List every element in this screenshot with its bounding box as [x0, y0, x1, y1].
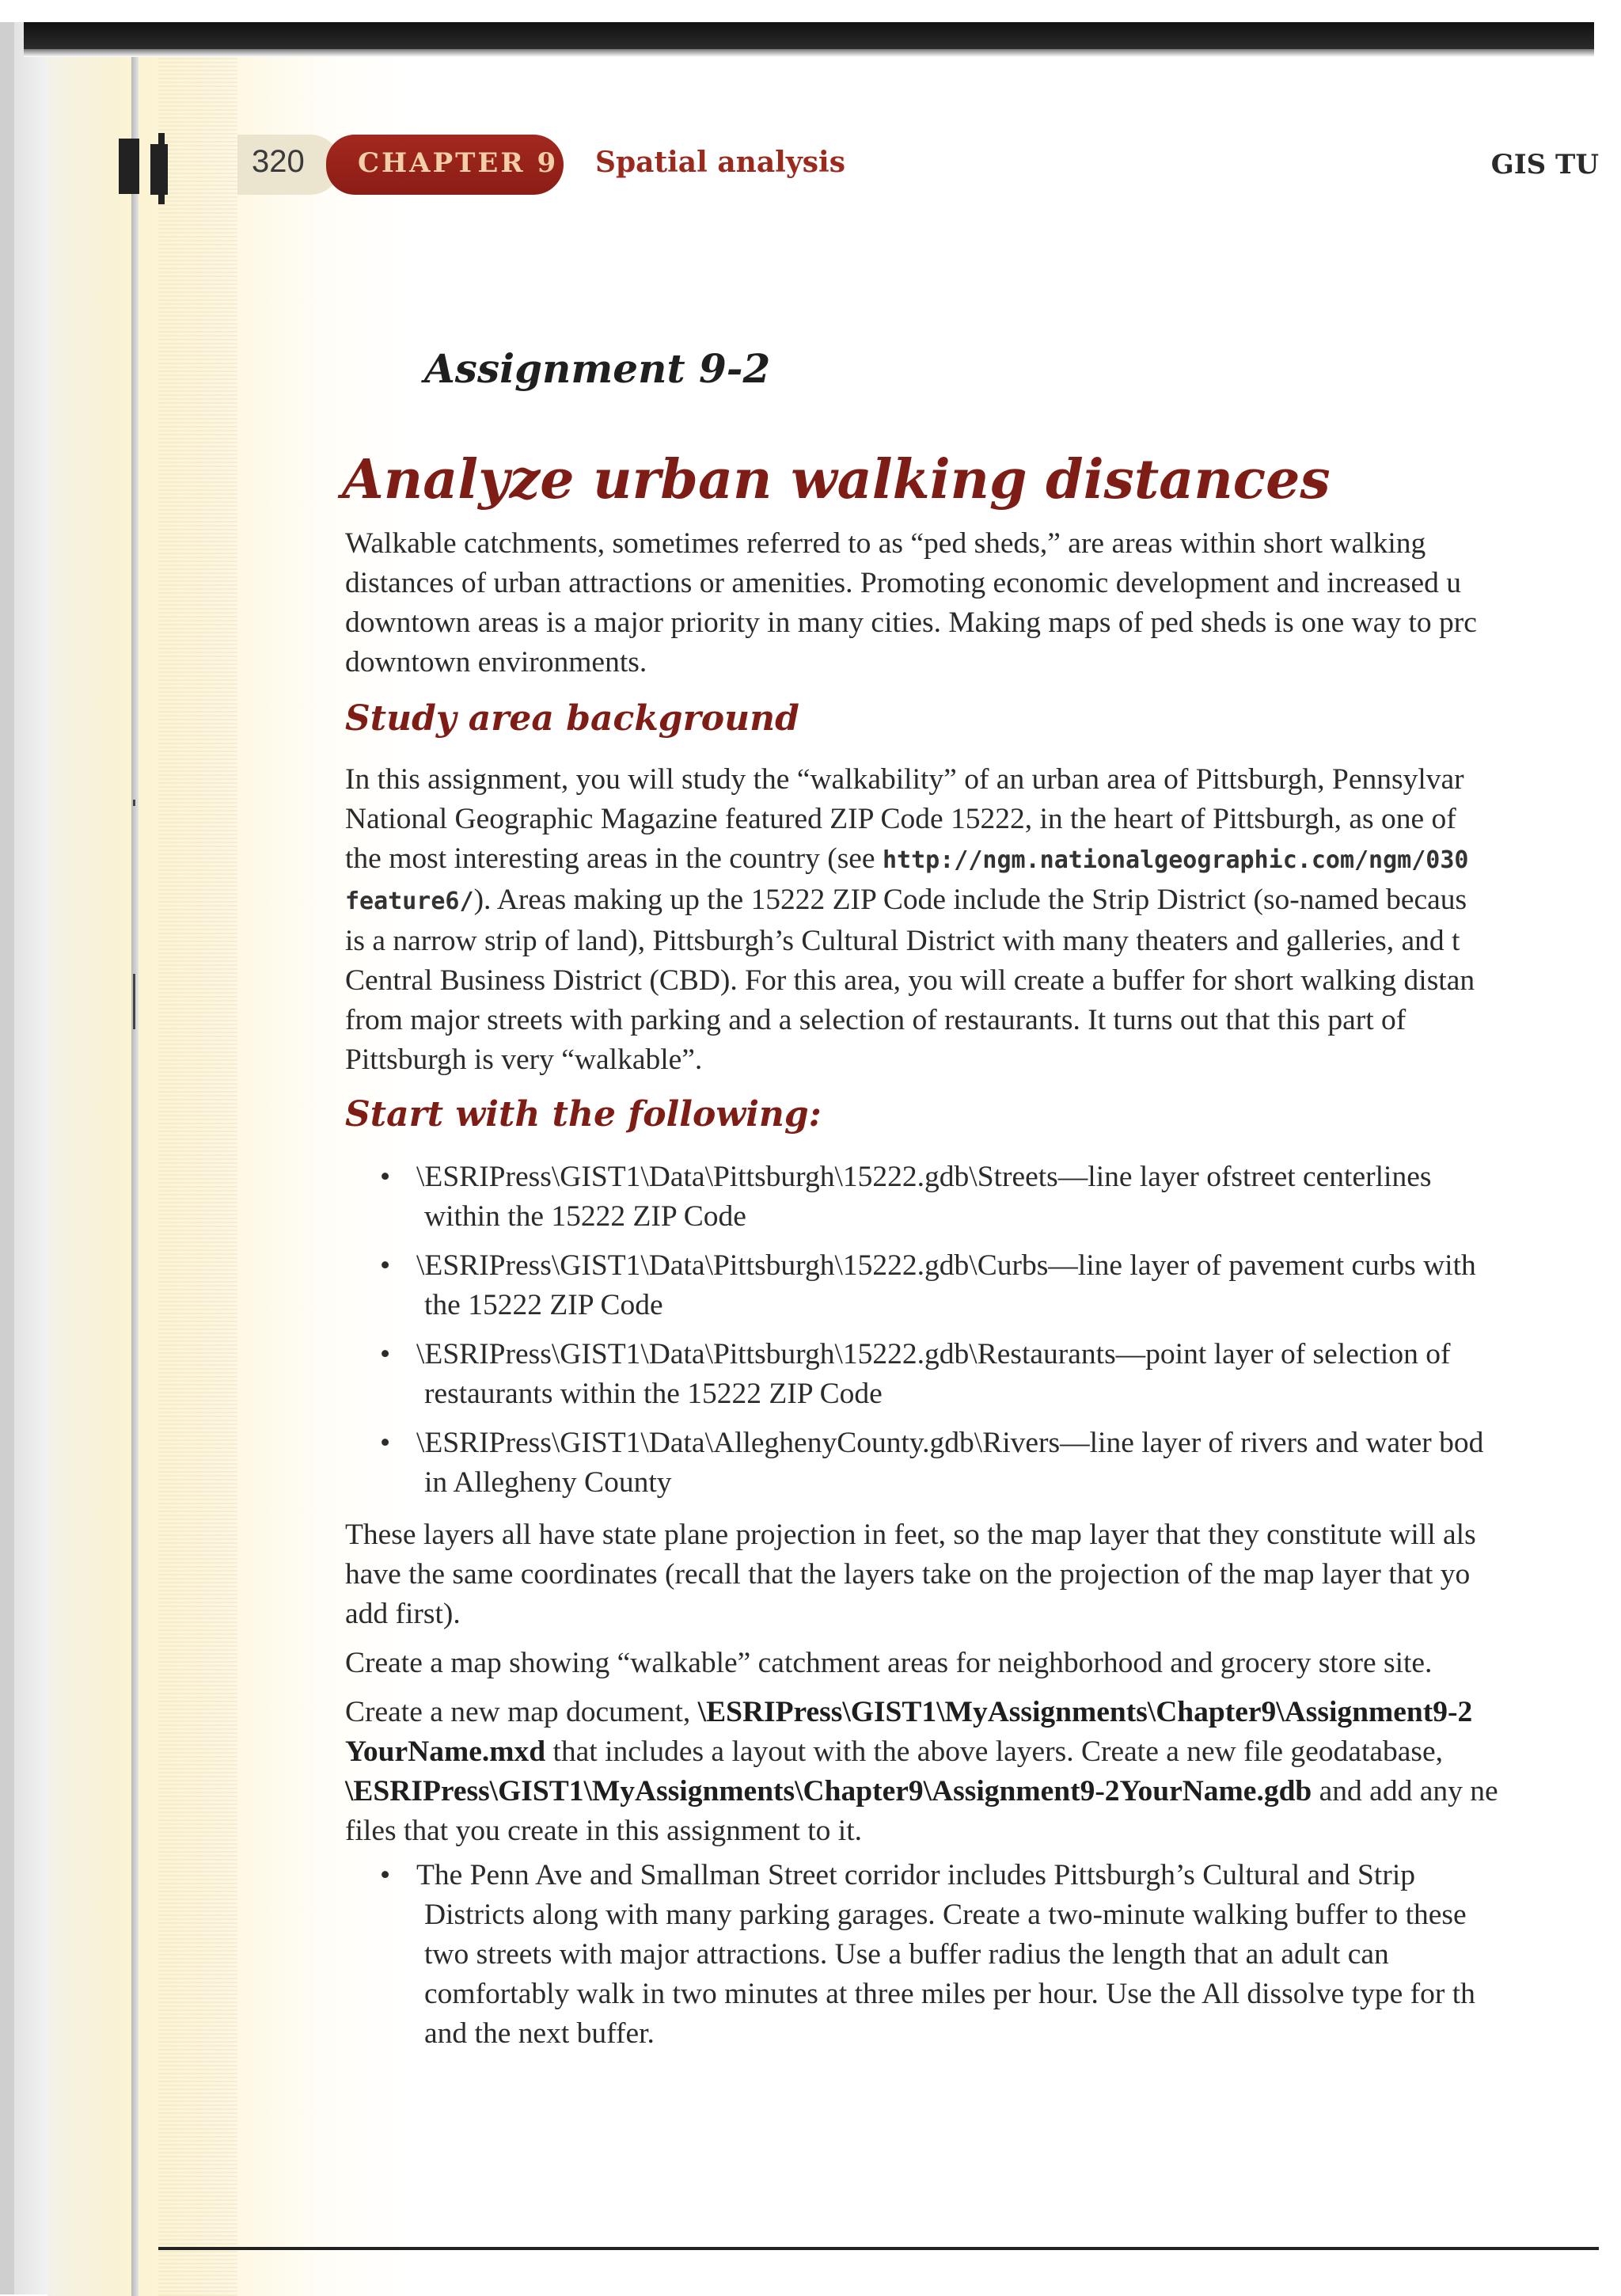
text-line: The Penn Ave and Smallman Street corridor includes Pittsburgh’s Cultural and Strip: [416, 1859, 1415, 1891]
list-item: [380, 1335, 1450, 1414]
gutter-texture: [158, 48, 237, 2296]
file-path: \ESRIPress\GIST1\MyAssignments\Chapter9\Assignment9-2YourName.gdb: [345, 1775, 1312, 1808]
projection-paragraph: [345, 1515, 1604, 1634]
assignment-label: Assignment 9-2: [424, 345, 771, 392]
text-line: \ESRIPress\GIST1\Data\Pittsburgh\15222.gdb\Streets—line layer ofstreet centerlines: [416, 1161, 1432, 1193]
text-line: downtown areas is a major priority in many cities. Making maps of ped sheds is one way to prc: [345, 606, 1477, 639]
list-item: [380, 1246, 1476, 1325]
text-span: Create a new map document,: [345, 1696, 698, 1728]
text-line: is a narrow strip of land), Pittsburgh’s Cultural District with many theaters and galleries, and t: [345, 925, 1460, 957]
bullet-icon: •: [380, 1859, 391, 1891]
text-line: Walkable catchments, sometimes referred to as “ped sheds,” are areas within short walking: [345, 527, 1426, 560]
text-line: have the same coordinates (recall that the layers take on the projection of the map layer that yo: [345, 1558, 1471, 1591]
url-text-continued: feature6/: [345, 888, 474, 915]
create-document-paragraph: [345, 1693, 1604, 1851]
text-line: in Allegheny County: [424, 1466, 672, 1499]
text-line: within the 15222 ZIP Code: [424, 1200, 746, 1233]
bullet-icon: •: [380, 1338, 391, 1370]
page-title: Analyze urban walking distances: [342, 448, 1331, 511]
bullet-icon: •: [380, 1161, 391, 1193]
bullet-icon: •: [380, 1427, 391, 1459]
page-number: 320: [252, 144, 305, 179]
text-line: \ESRIPress\GIST1\Data\Pittsburgh\15222.gdb\Curbs—line layer of pavement curbs with: [416, 1249, 1476, 1282]
scan-top-edge: [24, 22, 1594, 49]
list-item: [380, 1158, 1431, 1237]
book-spine-edge: [0, 22, 14, 2294]
text-line: \ESRIPress\GIST1\Data\AlleghenyCounty.gdb\Rivers—line layer of rivers and water bod: [416, 1427, 1484, 1459]
text-line: and the next buffer.: [424, 2017, 655, 2050]
margin-mark: [133, 800, 135, 806]
margin-mark: [133, 974, 135, 1029]
bullet-icon: •: [380, 1249, 391, 1282]
text-line: Districts along with many parking garages. Create a two-minute walking buffer to these: [424, 1899, 1467, 1931]
gutter-fold-line: [131, 32, 139, 2296]
text-line: from major streets with parking and a selection of restaurants. It turns out that this part of: [345, 1004, 1407, 1036]
text-line: [345, 1772, 1604, 1811]
text-line: restaurants within the 15222 ZIP Code: [424, 1378, 883, 1410]
page-bottom-rule: [158, 2247, 1599, 2250]
page-header: [237, 133, 1599, 200]
text-line: In this assignment, you will study the “walkability” of an urban area of Pittsburgh, Pennsylvar: [345, 763, 1464, 796]
text-line: distances of urban attractions or amenities. Promoting economic development and increased u: [345, 567, 1461, 599]
list-item: [380, 1424, 1483, 1503]
text-span: that includes a layout with the above layers. Create a new file geodatabase,: [545, 1735, 1444, 1768]
list-item: [380, 1856, 1475, 2054]
text-span: and add any ne: [1312, 1775, 1498, 1808]
intro-paragraph: [345, 524, 1604, 682]
section-title: Spatial analysis: [595, 146, 845, 179]
scan-top-edge-fade: [24, 49, 1594, 57]
text-line: the 15222 ZIP Code: [424, 1289, 663, 1321]
text-line: downtown environments.: [345, 646, 647, 679]
create-map-paragraph: [345, 1644, 1604, 1683]
text-line: two streets with major attractions. Use a buffer radius the length that an adult can: [424, 1938, 1389, 1971]
text-line: [345, 1732, 1604, 1772]
text-line: These layers all have state plane projection in feet, so the map layer that they constitute will als: [345, 1519, 1476, 1551]
file-path: YourName.mxd: [345, 1735, 546, 1768]
text-line: \ESRIPress\GIST1\Data\Pittsburgh\15222.gdb\Restaurants—point layer of selection of: [416, 1338, 1451, 1370]
binding-mark: [119, 139, 139, 194]
study-area-paragraph: [345, 760, 1604, 1080]
url-text: http://ngm.nationalgeographic.com/ngm/030: [882, 846, 1469, 874]
study-area-heading: Study area background: [345, 698, 799, 739]
start-with-heading: Start with the following:: [345, 1094, 822, 1135]
text-line: Pittsburgh is very “walkable”.: [345, 1043, 703, 1076]
binding-mark: [158, 133, 165, 204]
text-line: [345, 880, 1604, 922]
text-span: ). Areas making up the 15222 ZIP Code include the Strip District (so-named becaus: [473, 884, 1467, 916]
text-line: [345, 839, 1604, 880]
text-line: [345, 1693, 1604, 1732]
text-line: Central Business District (CBD). For this area, you will create a buffer for short walking distan: [345, 964, 1475, 997]
text-line: Create a map showing “walkable” catchment areas for neighborhood and grocery store site.: [345, 1647, 1433, 1679]
chapter-label: CHAPTER 9: [358, 147, 559, 179]
text-line: add first).: [345, 1598, 461, 1630]
running-head: GIS TU: [1490, 149, 1599, 181]
text-line: files that you create in this assignment to it.: [345, 1815, 862, 1847]
text-span: the most interesting areas in the country (see: [345, 842, 883, 875]
file-path: \ESRIPress\GIST1\MyAssignments\Chapter9\Assignment9-2: [697, 1696, 1473, 1728]
text-line: comfortably walk in two minutes at three miles per hour. Use the All dissolve type for th: [424, 1978, 1475, 2010]
text-line: National Geographic Magazine featured ZIP Code 15222, in the heart of Pittsburgh, as one of: [345, 803, 1456, 835]
